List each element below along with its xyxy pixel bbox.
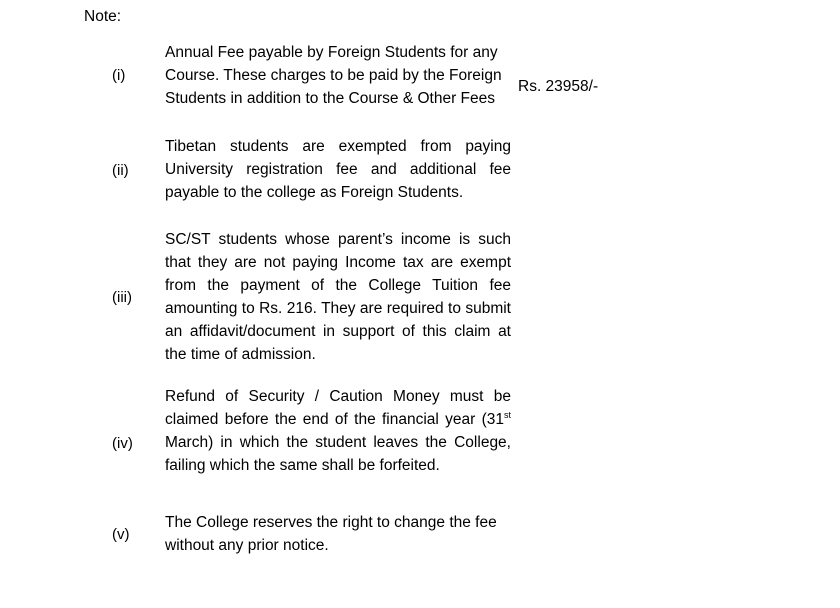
note-label: Note: xyxy=(84,8,122,25)
item-text: SC/ST students whose parent’s income is such that they are not paying Income tax are exempt from the payment of the College Tuition fee amounting to Rs. 216. They are required to submit an affidavit/document in support of this claim at the time of admission. xyxy=(165,231,511,363)
item-numeral: (iii) xyxy=(112,289,132,306)
item-text: Annual Fee payable by Foreign Students for any Course. These charges to be paid by the Foreign Students in addition to the Course & Other Fees xyxy=(165,44,502,107)
item-text: The College reserves the right to change the fee without any prior notice. xyxy=(165,514,497,554)
item-text: Tibetan students are exempted from paying University registration fee and additional fee payable to the college as Foreign Students. xyxy=(165,138,511,201)
item-text: Refund of Security / Caution Money must be claimed before the end of the financial year (31st March) in which the student leaves the College, failing which the same shall be forfeited. xyxy=(165,388,511,474)
item-numeral: (iv) xyxy=(112,435,133,452)
item-numeral: (i) xyxy=(112,67,126,84)
fee-amount: Rs. 23958/- xyxy=(518,78,599,95)
item-numeral: (v) xyxy=(112,526,130,543)
item-numeral: (ii) xyxy=(112,162,129,179)
